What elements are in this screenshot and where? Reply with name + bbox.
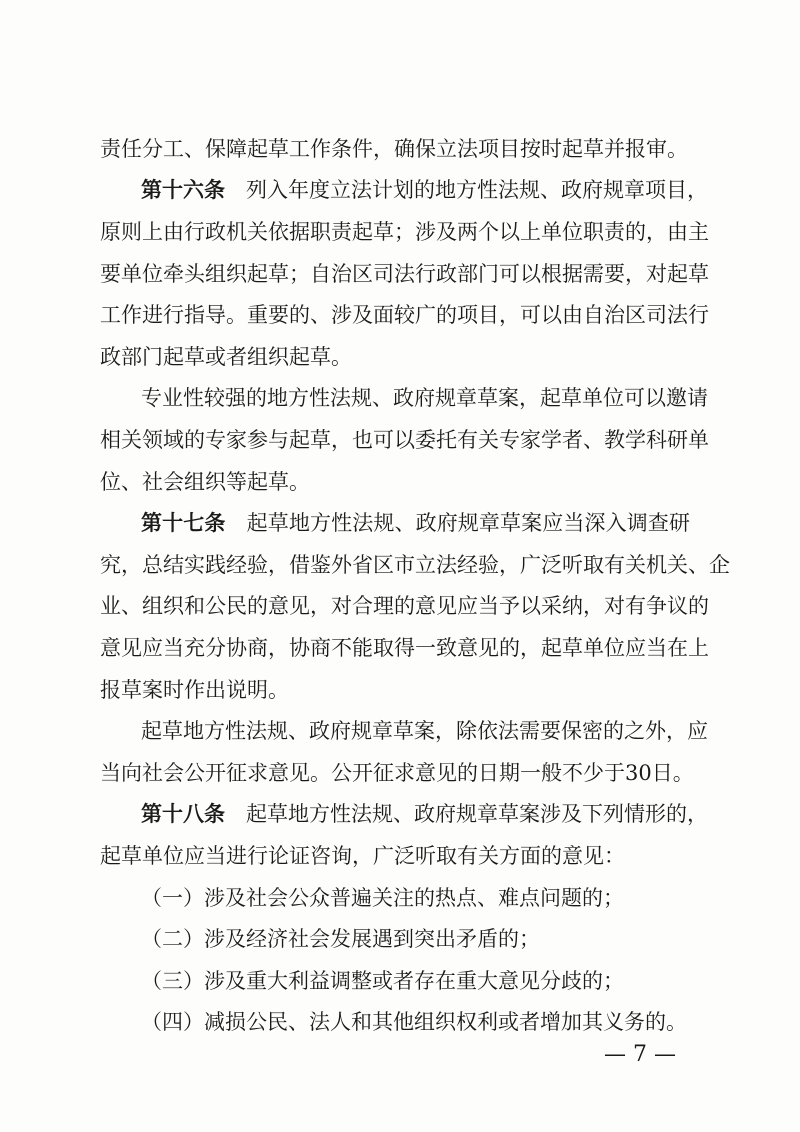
- body-line: 责任分工、保障起草工作条件，确保立法项目按时起草并报审。: [100, 137, 688, 161]
- article-18-label: 第十八条: [141, 802, 225, 826]
- body-line: 位、社会组织等起草。: [100, 470, 310, 494]
- article-16-label: 第十六条: [141, 178, 225, 202]
- body-line: 政部门起草或者组织起草。: [100, 345, 352, 369]
- body-line: 报草案时作出说明。: [100, 678, 289, 702]
- article-17-line: [141, 508, 690, 538]
- body-line: 意见应当充分协商，协商不能取得一致意见的，起草单位应当在上: [100, 636, 709, 660]
- body-line: 起草单位应当进行论证咨询，广泛听取有关方面的意见：: [100, 844, 625, 868]
- article-16-text: 列入年度立法计划的地方性法规、政府规章项目，: [246, 178, 708, 202]
- body-line: 工作进行指导。重要的、涉及面较广的项目，可以由自治区司法行: [100, 303, 709, 327]
- page-number: — 7 —: [604, 1042, 676, 1067]
- article-18-line: [141, 799, 708, 829]
- list-item: （四）减损公民、法人和其他组织权利或者增加其义务的。: [141, 1010, 687, 1034]
- body-line: 业、组织和公民的意见，对合理的意见应当予以采纳，对有争议的: [100, 594, 709, 618]
- body-line: 当向社会公开征求意见。公开征求意见的日期一般不少于30日。: [100, 761, 694, 785]
- list-item: （二）涉及经济社会发展遇到突出矛盾的；: [141, 927, 540, 951]
- list-item: （一）涉及社会公众普遍关注的热点、难点问题的；: [141, 886, 624, 910]
- body-line: 起草地方性法规、政府规章草案，除依法需要保密的之外，应: [141, 719, 708, 743]
- body-line: 原则上由行政机关依据职责起草；涉及两个以上单位职责的，由主: [100, 220, 709, 244]
- body-line: 要单位牵头组织起草；自治区司法行政部门可以根据需要，对起草: [100, 262, 709, 286]
- article-17-text: 起草地方性法规、政府规章草案应当深入调查研: [246, 511, 691, 535]
- list-item: （三）涉及重大利益调整或者存在重大意见分歧的；: [141, 969, 624, 993]
- article-18-text: 起草地方性法规、政府规章草案涉及下列情形的，: [246, 802, 708, 826]
- body-line: 相关领域的专家参与起草，也可以委托有关专家学者、教学科研单: [100, 428, 709, 452]
- article-17-label: 第十七条: [141, 511, 226, 535]
- body-line: 究，总结实践经验，借鉴外省区市立法经验，广泛听取有关机关、企: [100, 553, 730, 577]
- body-line: 专业性较强的地方性法规、政府规章草案，起草单位可以邀请: [141, 386, 708, 410]
- article-16-line: [141, 175, 708, 205]
